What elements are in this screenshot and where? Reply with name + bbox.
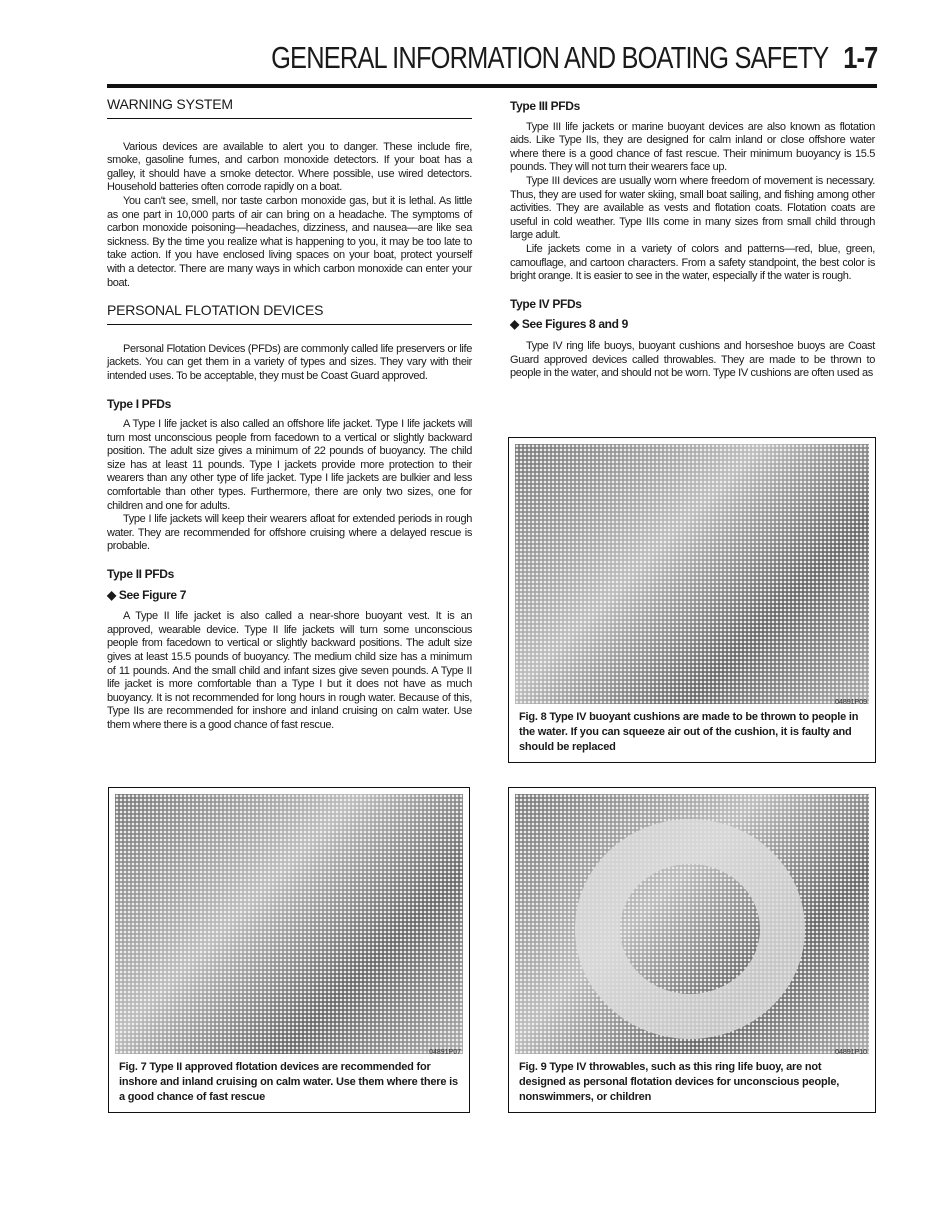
figure-8 [508, 437, 876, 763]
page-number: 1-7 [842, 40, 877, 75]
page-header [271, 40, 877, 76]
paragraph: Life jackets come in a variety of colors and patterns—red, blue, green, camouflage, and cartoon characters. From a safety standpoint, the best color is bright orange. It is easier to see in the water, especially if the water is rough. [510, 242, 875, 283]
paragraph: Type III devices are usually worn where freedom of movement is necessary. Thus, they are used for water skiing, small boat sailing, and fishing among other activities. They are available as vests and flotation coats. Flotation coats are useful in cold weather. Type IIIs come in many sizes from small child through large adult. [510, 174, 875, 242]
figure-reference-text: See Figures 8 and 9 [521, 317, 628, 332]
figure-reference: ◆ See Figure 7 [107, 587, 187, 602]
paragraph: A Type I life jacket is also called an offshore life jacket. Type I life jackets will turn most unconscious people from facedown to a vertical or slightly backward position. The adult size gives a minimum of 22 pounds of buoyancy. The child size has at least 11 pounds. Type I jackets provide more protection to their wearers than any other type of life jacket. Type I life jackets are bulkier and less comfortable than other types. Furthermore, there are only two sizes, one for children and one for adults. [107, 418, 472, 512]
header-rule [107, 84, 877, 88]
figure-8-photo [515, 444, 869, 704]
photo-id: 04891P10 [835, 1049, 867, 1056]
figure-reference: ◆ See Figures 8 and 9 [510, 317, 628, 332]
subheading-type3: Type III PFDs [510, 99, 580, 113]
right-column [510, 100, 875, 381]
paragraph: Various devices are available to alert you to danger. These include fire, smoke, gasoline fumes, and carbon monoxide detectors. If your boat has a galley, it should have a smoke detector. Where possible, use wired detectors. Household batteries often corrode rapidly on a boat. [107, 140, 472, 194]
subheading-type1: Type I PFDs [107, 396, 171, 411]
paragraph: Type I life jackets will keep their wearers afloat for extended periods in rough water. They are recommended for offshore cruising where a delayed rescue is probable. [107, 513, 472, 553]
paragraph: Type III life jackets or marine buoyant devices are also known as flotation aids. Like Type IIs, they are designed for calm inland or close offshore water where there is a good chance of fast rescue. Their minimum buoyancy is 15.5 pounds. They will not turn their wearers face up. [510, 120, 875, 174]
photo-id: 04891P07 [429, 1049, 461, 1056]
paragraph: Personal Flotation Devices (PFDs) are commonly called life preservers or life jackets. You can get them in a variety of types and sizes. They vary with their intended uses. To be acceptable, they must be Coast Guard approved. [107, 342, 472, 382]
left-column [107, 98, 472, 733]
photo-id: 04891P09 [835, 699, 867, 706]
paragraph: A Type II life jacket is also called a near-shore buoyant vest. It is an approved, wearable device. Type II life jackets will turn some unconscious people from facedown to vertical or slightly backward positions. The adult size gives at least 15.5 pounds of buoyancy. The medium child size has a minimum of 11 pounds. And the small child and infant sizes give seven pounds. A Type II life jacket is more comfortable than a Type I but it does not have as much buoyancy. It is not recommended for long hours in rough water. Because of this, Type IIs are recommended for inshore and inland cruising on calm water. Use them where there is a good chance of fast rescue. [107, 610, 472, 731]
figure-7 [108, 787, 470, 1113]
figure-caption: Fig. 8 Type IV buoyant cushions are made to be thrown to people in the water. If you can squeeze air out of the cushion, it is faulty and should be replaced [519, 711, 859, 753]
figure-9-photo [515, 794, 869, 1054]
figure-reference-text: See Figure 7 [118, 587, 187, 602]
figure-caption: Fig. 7 Type II approved flotation devices are recommended for inshore and inland cruising on calm water. Use them where there is a good chance of fast rescue [119, 1061, 458, 1103]
figure-caption: Fig. 9 Type IV throwables, such as this ring life buoy, are not designed as personal flotation devices for unconscious people, nonswimmers, or children [519, 1061, 840, 1103]
paragraph: You can't see, smell, nor taste carbon monoxide gas, but it is lethal. As little as one part in 10,000 parts of air can bring on a headache. The symptoms of carbon monoxide poisoning—headaches, dizziness, and nausea—are like sea sickness. By the time you realize what is happening to you, it may be too late to take action. If you have enclosed living spaces on your boat, protect yourself with a detector. There are many ways in which carbon monoxide can enter your boat. [107, 194, 472, 289]
ring-buoy-shape [575, 819, 805, 1039]
figure-9 [508, 787, 876, 1113]
section-heading-warning: WARNING SYSTEM [107, 98, 472, 119]
subheading-type2: Type II PFDs [107, 567, 174, 582]
figure-7-photo [115, 794, 463, 1054]
section-heading-pfd: PERSONAL FLOTATION DEVICES [107, 304, 472, 325]
subheading-type4: Type IV PFDs [510, 296, 582, 311]
chapter-title: GENERAL INFORMATION AND BOATING SAFETY [270, 40, 828, 75]
paragraph: Type IV ring life buoys, buoyant cushions and horseshoe buoys are Coast Guard approved devices called throwables. They are made to be thrown to people in the water, and should not be worn. Type IV cushions are often used as [510, 339, 875, 380]
